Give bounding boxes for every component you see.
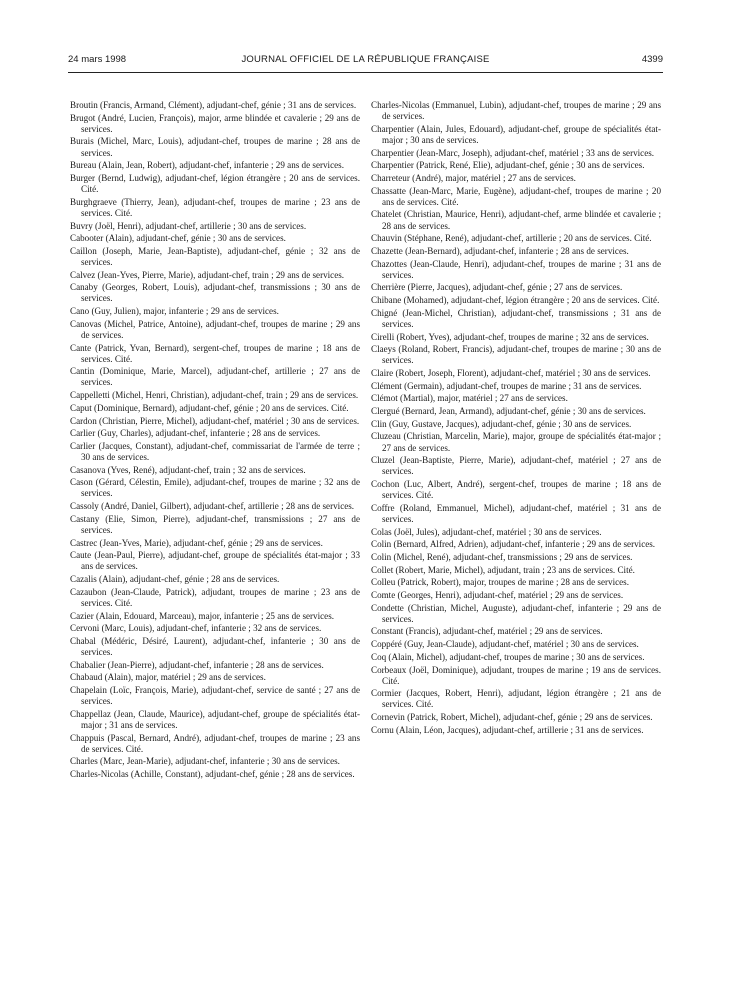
list-entry: Cante (Patrick, Yvan, Bernard), sergent-chef, troupes de marine ; 18 ans de services. Cité.	[70, 342, 360, 364]
list-entry: Cochon (Luc, Albert, André), sergent-chef, troupes de marine ; 18 ans de services. Cité.	[371, 478, 661, 501]
list-entry: Chatelet (Christian, Maurice, Henri), adjudant-chef, arme blindée et cavalerie ; 28 ans de services.	[371, 209, 661, 231]
list-entry: Claire (Robert, Joseph, Florent), adjudant-chef, matériel ; 30 ans de services.	[371, 367, 651, 378]
list-entry: Comte (Georges, Henri), adjudant-chef, matériel ; 29 ans de services.	[371, 589, 624, 600]
list-entry: Cluzel (Jean-Baptiste, Pierre, Marie), adjudant-chef, matériel ; 27 ans de services.	[371, 455, 661, 477]
list-entry: Colleu (Patrick, Robert), major, troupes de marine ; 28 ans de services.	[371, 577, 629, 588]
list-entry: Cirelli (Robert, Yves), adjudant-chef, troupes de marine ; 32 ans de services.	[371, 331, 649, 342]
list-entry: Chabal (Médéric, Désiré, Laurent), adjudant-chef, infanterie ; 30 ans de services.	[70, 635, 360, 658]
list-entry: Chappellaz (Jean, Claude, Maurice), adjudant-chef, groupe de spécialités état-major ; 31 ans de services.	[70, 708, 360, 730]
list-entry: Claeys (Roland, Robert, Francis), adjudant-chef, troupes de marine ; 30 ans de services.	[371, 344, 661, 366]
right-column	[371, 100, 661, 737]
list-entry: Cornu (Alain, Léon, Jacques), adjudant-chef, artillerie ; 31 ans de services.	[371, 724, 644, 735]
list-entry: Coq (Alain, Michel), adjudant-chef, troupes de marine ; 30 ans de services.	[371, 651, 645, 662]
list-entry: Charreteur (André), major, matériel ; 27 ans de services.	[371, 172, 576, 183]
list-entry: Colas (Joël, Jules), adjudant-chef, matériel ; 30 ans de services.	[371, 526, 602, 537]
list-entry: Burger (Bernd, Ludwig), adjudant-chef, légion étrangère ; 20 ans de services. Cité.	[70, 172, 360, 195]
list-entry: Brugot (André, Lucien, François), major, arme blindée et cavalerie ; 29 ans de services.	[70, 112, 360, 134]
list-entry: Cason (Gérard, Célestin, Emile), adjudant-chef, troupes de marine ; 32 ans de services.	[70, 477, 360, 499]
list-entry: Constant (Francis), adjudant-chef, matériel ; 29 ans de services.	[371, 626, 603, 637]
list-entry: Chappuis (Pascal, Bernard, André), adjudant-chef, troupes de marine ; 23 ans de services. Cité.	[70, 732, 360, 754]
list-entry: Casanova (Yves, René), adjudant-chef, train ; 32 ans de services.	[70, 464, 306, 475]
list-entry: Clémot (Martial), major, matériel ; 27 ans de services.	[371, 393, 568, 404]
list-entry: Cazalis (Alain), adjudant-chef, génie ; 28 ans de services.	[70, 574, 280, 585]
list-entry: Charpentier (Patrick, René, Elie), adjudant-chef, génie ; 30 ans de services.	[371, 160, 645, 171]
list-entry: Cassoly (André, Daniel, Gilbert), adjudant-chef, artillerie ; 28 ans de services.	[70, 501, 355, 512]
list-entry: Coppéré (Guy, Jean-Claude), adjudant-chef, matériel ; 30 ans de services.	[371, 639, 639, 650]
header-page-number: 4399	[641, 54, 663, 65]
list-entry: Corbeaux (Joël, Dominique), adjudant, troupes de marine ; 19 ans de services. Cité.	[371, 664, 661, 686]
list-entry: Cano (Guy, Julien), major, infanterie ; 29 ans de services.	[70, 306, 279, 317]
list-entry: Cazaubon (Jean-Claude, Patrick), adjudant, troupes de marine ; 23 ans de services. Cité.	[70, 586, 360, 608]
page-header	[68, 54, 663, 70]
list-entry: Cormier (Jacques, Robert, Henri), adjudant, légion étrangère ; 21 ans de services. Cité.	[371, 688, 661, 710]
list-entry: Clément (Germain), adjudant-chef, troupes de marine ; 31 ans de services.	[371, 380, 642, 391]
list-entry: Cluzeau (Christian, Marcelin, Marie), major, groupe de spécialités état-major ; 27 ans de services.	[371, 431, 661, 453]
list-entry: Buvry (Joël, Henri), adjudant-chef, artillerie ; 30 ans de services.	[70, 220, 307, 231]
list-entry: Cantin (Dominique, Marie, Marcel), adjudant-chef, artillerie ; 27 ans de services.	[70, 366, 360, 388]
list-entry: Cherrière (Pierre, Jacques), adjudant-chef, génie ; 27 ans de services.	[371, 282, 623, 293]
list-entry: Charles-Nicolas (Emmanuel, Lubin), adjudant-chef, troupes de marine ; 29 ans de services.	[371, 100, 661, 122]
list-entry: Cervoni (Marc, Louis), adjudant-chef, infanterie ; 32 ans de services.	[70, 623, 322, 634]
list-entry: Burais (Michel, Marc, Louis), adjudant-chef, troupes de marine ; 28 ans de services.	[70, 136, 360, 158]
list-entry: Charles-Nicolas (Achille, Constant), adjudant-chef, génie ; 28 ans de services.	[70, 769, 355, 780]
list-entry: Carlier (Guy, Charles), adjudant-chef, infanterie ; 28 ans de services.	[70, 428, 321, 439]
list-entry: Condette (Christian, Michel, Auguste), adjudant-chef, infanterie ; 29 ans de services.	[371, 602, 661, 624]
list-entry: Caput (Dominique, Bernard), adjudant-chef, génie ; 20 ans de services. Cité.	[70, 402, 349, 413]
list-entry: Canaby (Georges, Robert, Louis), adjudant-chef, transmissions ; 30 ans de services.	[70, 282, 360, 304]
list-entry: Clergué (Bernard, Jean, Armand), adjudant-chef, génie ; 30 ans de services.	[371, 406, 646, 417]
list-entry: Chauvin (Stéphane, René), adjudant-chef, artillerie ; 20 ans de services. Cité.	[371, 233, 652, 244]
list-entry: Calvez (Jean-Yves, Pierre, Marie), adjudant-chef, train ; 29 ans de services.	[70, 269, 345, 280]
list-entry: Chabaud (Alain), major, matériel ; 29 ans de services.	[70, 672, 266, 683]
list-entry: Cappelletti (Michel, Henri, Christian), adjudant-chef, train ; 29 ans de services.	[70, 390, 359, 401]
list-entry: Burghgraeve (Thierry, Jean), adjudant-chef, troupes de marine ; 23 ans de services. Cité.	[70, 196, 360, 218]
header-rule	[68, 72, 663, 73]
list-entry: Coffre (Roland, Emmanuel, Michel), adjudant-chef, matériel ; 31 ans de services.	[371, 502, 661, 524]
list-entry: Cazier (Alain, Edouard, Marceau), major, infanterie ; 25 ans de services.	[70, 610, 335, 621]
list-entry: Carlier (Jacques, Constant), adjudant-chef, commissariat de l'armée de terre ; 30 ans de services.	[70, 440, 360, 462]
list-entry: Chibane (Mohamed), adjudant-chef, légion étrangère ; 20 ans de services. Cité.	[371, 295, 660, 306]
list-entry: Clin (Guy, Gustave, Jacques), adjudant-chef, génie ; 30 ans de services.	[371, 418, 632, 429]
list-entry: Caillon (Joseph, Marie, Jean-Baptiste), adjudant-chef, génie ; 32 ans de services.	[70, 245, 360, 267]
list-entry: Chassatte (Jean-Marc, Marie, Eugène), adjudant-chef, troupes de marine ; 20 ans de services. Cité.	[371, 185, 661, 207]
list-entry: Chabalier (Jean-Pierre), adjudant-chef, infanterie ; 28 ans de services.	[70, 659, 324, 670]
header-date: 24 mars 1998	[68, 54, 127, 65]
list-entry: Broutin (Francis, Armand, Clément), adjudant-chef, génie ; 31 ans de services.	[70, 100, 357, 110]
list-entry: Collet (Robert, Marie, Michel), adjudant, train ; 23 ans de services. Cité.	[371, 564, 635, 575]
list-entry: Chigné (Jean-Michel, Christian), adjudant-chef, transmissions ; 31 ans de services.	[371, 307, 661, 329]
list-entry: Charles (Marc, Jean-Marie), adjudant-chef, infanterie ; 30 ans de services.	[70, 756, 340, 767]
left-column	[70, 100, 360, 782]
list-entry: Castrec (Jean-Yves, Marie), adjudant-chef, génie ; 29 ans de services.	[70, 537, 323, 548]
list-entry: Chazottes (Jean-Claude, Henri), adjudant-chef, troupes de marine ; 31 ans de services.	[371, 258, 661, 280]
header-title: JOURNAL OFFICIEL DE LA RÉPUBLIQUE FRANÇAISE	[241, 54, 490, 65]
list-entry: Castany (Elie, Simon, Pierre), adjudant-chef, transmissions ; 27 ans de services.	[70, 513, 360, 535]
list-entry: Canovas (Michel, Patrice, Antoine), adjudant-chef, troupes de marine ; 29 ans de services.	[70, 318, 360, 340]
list-entry: Colin (Bernard, Alfred, Adrien), adjudant-chef, infanterie ; 29 ans de services.	[371, 539, 656, 550]
list-entry: Cardon (Christian, Pierre, Michel), adjudant-chef, matériel ; 30 ans de services.	[70, 415, 360, 426]
list-entry: Colin (Michel, René), adjudant-chef, transmissions ; 29 ans de services.	[371, 551, 633, 562]
list-entry: Charpentier (Jean-Marc, Joseph), adjudant-chef, matériel ; 33 ans de services.	[371, 147, 655, 158]
list-entry: Cornevin (Patrick, Robert, Michel), adjudant-chef, génie ; 29 ans de services.	[371, 712, 653, 723]
list-entry: Chazette (Jean-Bernard), adjudant-chef, infanterie ; 28 ans de services.	[371, 245, 629, 256]
list-entry: Caute (Jean-Paul, Pierre), adjudant-chef, groupe de spécialités état-major ; 33 ans de services.	[70, 550, 360, 572]
list-entry: Cabooter (Alain), adjudant-chef, génie ; 30 ans de services.	[70, 233, 286, 244]
list-entry: Charpentier (Alain, Jules, Edouard), adjudant-chef, groupe de spécialités état-major ; 30 ans de services.	[371, 123, 661, 145]
list-entry: Bureau (Alain, Jean, Robert), adjudant-chef, infanterie ; 29 ans de services.	[70, 160, 344, 171]
list-entry: Chapelain (Loïc, François, Marie), adjudant-chef, service de santé ; 27 ans de services.	[70, 685, 360, 707]
